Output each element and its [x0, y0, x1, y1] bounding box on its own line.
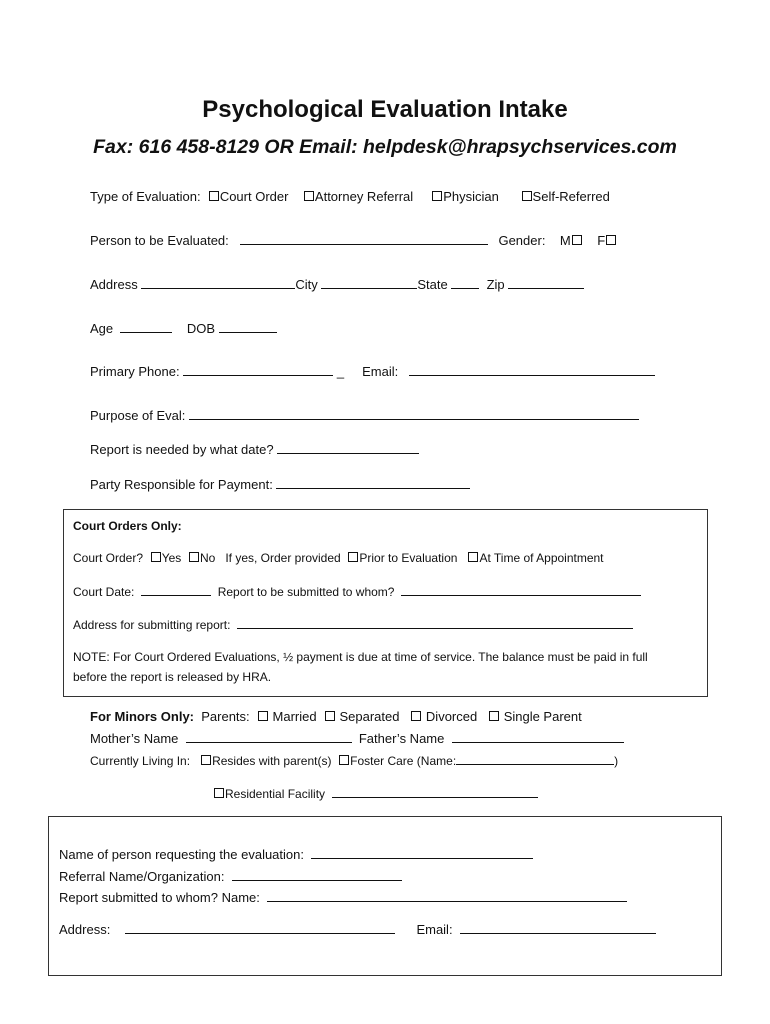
court-orders-heading: Court Orders Only: [73, 519, 182, 533]
phone-separator: _ [336, 364, 345, 379]
requester-name-label: Name of person requesting the evaluation: [59, 847, 304, 862]
foster-close: ) [614, 754, 619, 768]
court-order-row [73, 551, 604, 565]
court-date-field[interactable] [141, 584, 211, 596]
dob-field[interactable] [219, 321, 277, 333]
report-date-field[interactable] [277, 442, 419, 454]
report-whom-label: Report to be submitted to whom? [217, 585, 395, 599]
married-label: Married [272, 709, 317, 724]
residential-checkbox[interactable] [214, 788, 224, 798]
separated-checkbox[interactable] [325, 711, 335, 721]
foster-label: Foster Care (Name: [350, 754, 457, 768]
referral-row [59, 869, 402, 884]
court-order-label: Court Order [219, 189, 289, 204]
court-address-row [73, 617, 633, 632]
requester-address-row [59, 922, 656, 937]
mother-label: Mother’s Name [90, 731, 179, 746]
foster-checkbox[interactable] [339, 755, 349, 765]
requester-email-field[interactable] [460, 922, 656, 934]
submitted-label: Report submitted to whom? Name: [59, 890, 260, 905]
referral-label: Referral Name/Organization: [59, 869, 225, 884]
city-field[interactable] [321, 277, 417, 289]
payment-field[interactable] [276, 477, 470, 489]
court-note-line-2: before the report is released by HRA. [73, 670, 272, 684]
female-checkbox[interactable] [606, 235, 616, 245]
residential-row [213, 786, 538, 801]
residential-field[interactable] [332, 786, 538, 798]
requester-section [48, 816, 722, 976]
male-label: M [559, 233, 571, 248]
minors-heading: For Minors Only: [90, 709, 194, 724]
living-row [90, 753, 618, 768]
court-address-label: Address for submitting report: [73, 618, 231, 632]
attorney-referral-label: Attorney Referral [314, 189, 414, 204]
divorced-label: Divorced [425, 709, 478, 724]
father-field[interactable] [452, 731, 624, 743]
purpose-field[interactable] [189, 408, 639, 420]
address-field[interactable] [141, 277, 295, 289]
father-label: Father’s Name [358, 731, 445, 746]
court-no-label: No [199, 551, 216, 565]
purpose-label: Purpose of Eval: [90, 408, 186, 423]
court-order-question: Court Order? [73, 551, 144, 565]
city-label: City [295, 277, 318, 292]
address-label: Address [90, 277, 138, 292]
female-label: F [597, 233, 606, 248]
residential-label: Residential Facility [225, 787, 326, 801]
court-orders-section [63, 509, 708, 697]
person-label: Person to be Evaluated: [90, 233, 229, 248]
court-order-checkbox[interactable] [209, 191, 219, 201]
court-yes-checkbox[interactable] [151, 552, 161, 562]
requester-address-field[interactable] [125, 922, 395, 934]
prior-label: Prior to Evaluation [359, 551, 458, 565]
payment-label: Party Responsible for Payment: [90, 477, 273, 492]
phone-label: Primary Phone: [90, 364, 180, 379]
address-row [90, 277, 584, 292]
age-row [90, 321, 277, 336]
gender-label: Gender: [498, 233, 546, 248]
age-field[interactable] [120, 321, 172, 333]
at-time-checkbox[interactable] [468, 552, 478, 562]
email-field[interactable] [409, 364, 655, 376]
attorney-referral-checkbox[interactable] [304, 191, 314, 201]
submitted-field[interactable] [267, 890, 627, 902]
foster-field[interactable] [456, 753, 614, 765]
if-yes-label: If yes, Order provided [225, 551, 341, 565]
self-referred-label: Self-Referred [532, 189, 610, 204]
separated-label: Separated [339, 709, 400, 724]
minors-row [90, 709, 582, 724]
resides-label: Resides with parent(s) [212, 754, 332, 768]
purpose-row [90, 408, 639, 423]
referral-field[interactable] [232, 869, 402, 881]
male-checkbox[interactable] [572, 235, 582, 245]
report-date-label: Report is needed by what date? [90, 442, 274, 457]
zip-field[interactable] [508, 277, 584, 289]
self-referred-checkbox[interactable] [522, 191, 532, 201]
report-whom-field[interactable] [401, 584, 641, 596]
report-date-row [90, 442, 419, 457]
evaluation-type-row [90, 189, 610, 204]
divorced-checkbox[interactable] [411, 711, 421, 721]
person-row [90, 233, 617, 248]
requester-name-field[interactable] [311, 847, 533, 859]
court-no-checkbox[interactable] [189, 552, 199, 562]
contact-line: Fax: 616 458-8129 OR Email: helpdesk@hrapsychservices.com [93, 136, 677, 158]
married-checkbox[interactable] [258, 711, 268, 721]
requester-name-row [59, 847, 533, 862]
form-title: Psychological Evaluation Intake [202, 96, 568, 123]
court-yes-label: Yes [161, 551, 182, 565]
physician-checkbox[interactable] [432, 191, 442, 201]
submitted-row [59, 890, 627, 905]
dob-label: DOB [186, 321, 215, 336]
single-parent-label: Single Parent [503, 709, 582, 724]
prior-checkbox[interactable] [348, 552, 358, 562]
parent-names-row [90, 731, 624, 746]
mother-field[interactable] [186, 731, 352, 743]
age-label: Age [90, 321, 114, 336]
zip-label: Zip [486, 277, 505, 292]
phone-field[interactable] [183, 364, 333, 376]
resides-checkbox[interactable] [201, 755, 211, 765]
court-date-label: Court Date: [73, 585, 135, 599]
person-name-field[interactable] [240, 233, 488, 245]
email-label: Email: [362, 364, 399, 379]
court-date-row [73, 584, 641, 599]
phone-row [90, 364, 655, 379]
state-field[interactable] [451, 277, 479, 289]
single-parent-checkbox[interactable] [489, 711, 499, 721]
requester-email-label: Email: [416, 922, 453, 937]
parents-label: Parents: [201, 709, 250, 724]
at-time-label: At Time of Appointment [479, 551, 604, 565]
court-note-line-1: NOTE: For Court Ordered Evaluations, ½ payment is due at time of service. The balance must be paid in full [73, 650, 648, 664]
evaluation-type-label: Type of Evaluation: [90, 189, 201, 204]
living-label: Currently Living In: [90, 754, 191, 768]
payment-row [90, 477, 470, 492]
state-label: State [417, 277, 448, 292]
physician-label: Physician [443, 189, 499, 204]
court-address-field[interactable] [237, 617, 633, 629]
requester-address-label: Address: [59, 922, 111, 937]
